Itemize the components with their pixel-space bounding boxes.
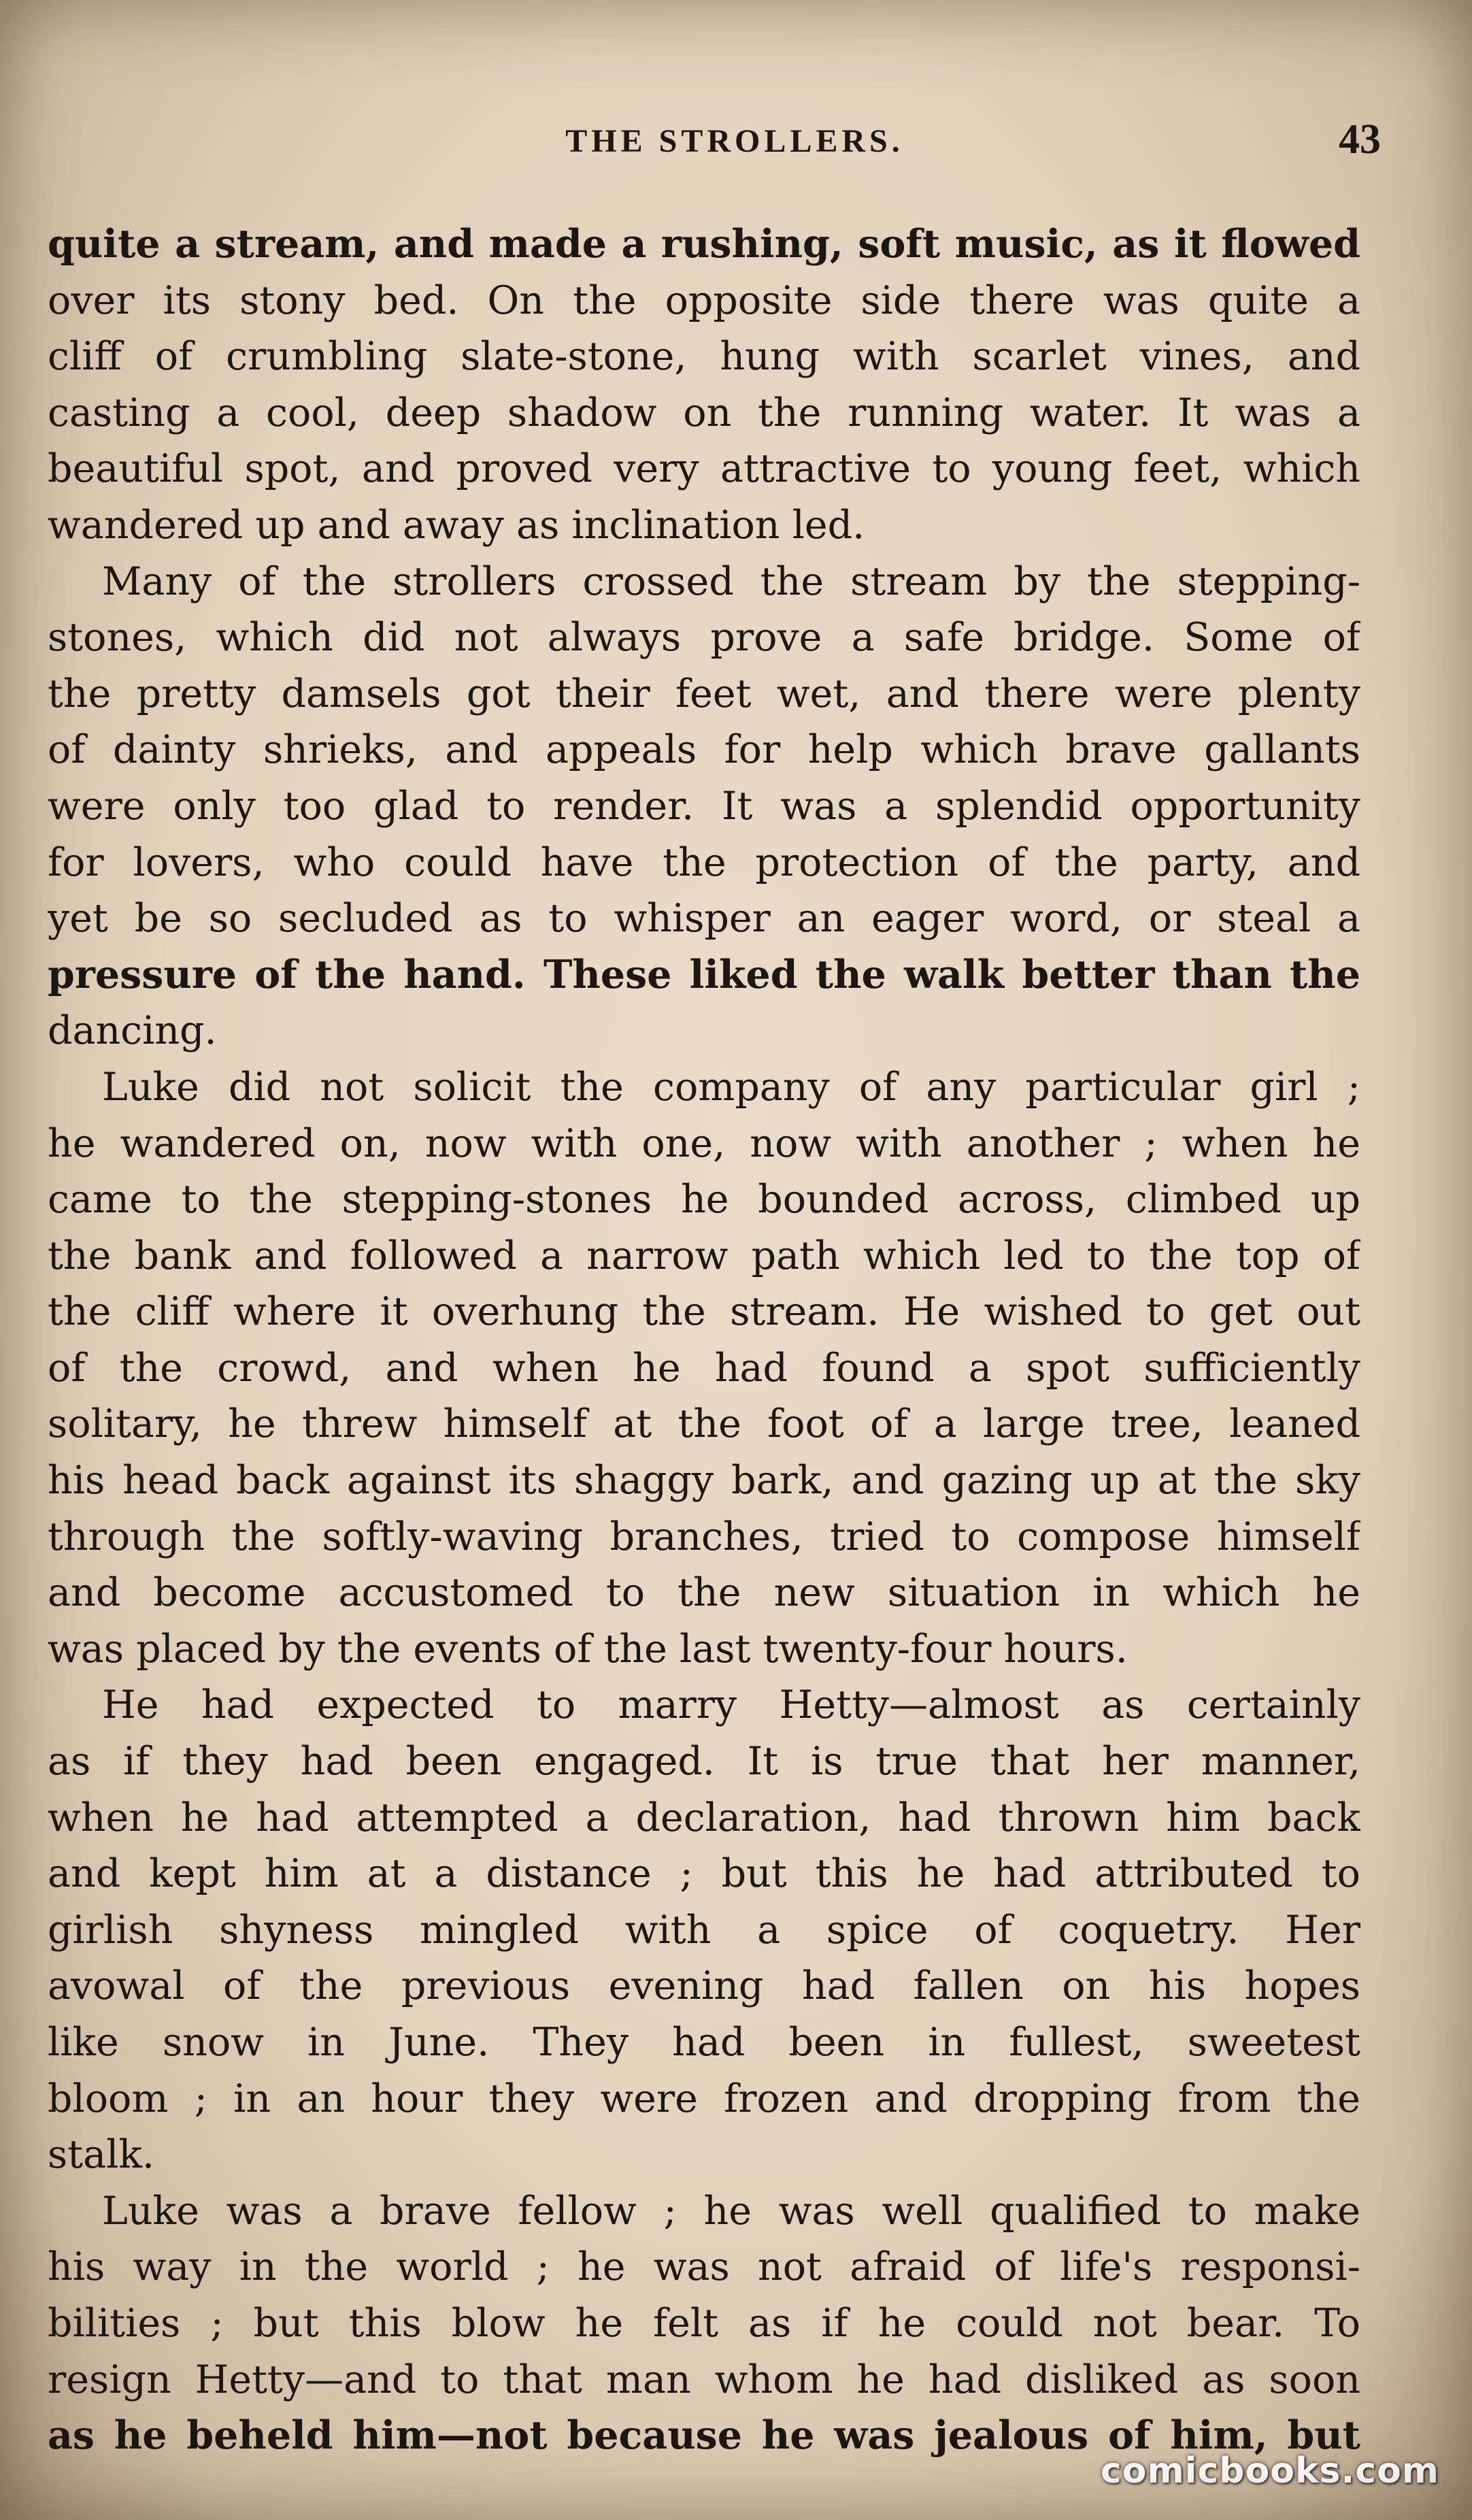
text-line: like snow in June. They had been in fullest, sweetest xyxy=(48,2020,1360,2065)
text-line: he wandered on, now with one, now with another ; when he xyxy=(48,1121,1360,1166)
text-line: when he had attempted a declaration, had thrown him back xyxy=(48,1795,1360,1840)
text-line: stones, which did not always prove a safe bridge. Some of xyxy=(48,615,1360,661)
text-line: the bank and followed a narrow path which led to the top of xyxy=(48,1233,1360,1278)
text-line: girlish shyness mingled with a spice of coquetry. Her xyxy=(48,1907,1360,1953)
running-title: THE STROLLERS. xyxy=(565,123,904,159)
text-line: of dainty shrieks, and appeals for help which brave gallants xyxy=(48,727,1360,773)
paragraph xyxy=(48,216,1360,554)
text-line: resign Hetty—and to that man whom he had disliked as soon xyxy=(48,2357,1360,2402)
text-line: dancing. xyxy=(48,1008,217,1054)
text-line: was placed by the events of the last twenty-four hours. xyxy=(48,1626,1128,1672)
text-line: solitary, he threw himself at the foot of a large tree, leaned xyxy=(48,1402,1360,1447)
text-line: beautiful spot, and proved very attractive to young feet, which xyxy=(48,446,1360,492)
paragraph xyxy=(48,1059,1360,1678)
text-line: through the softly-waving branches, tried to compose himself xyxy=(48,1514,1360,1559)
page-header xyxy=(48,116,1422,177)
text-line: and kept him at a distance ; but this he had attributed to xyxy=(48,1851,1360,1897)
text-line: the cliff where it overhung the stream. He wished to get out xyxy=(48,1289,1360,1335)
text-line: He had expected to marry Hetty—almost as certainly xyxy=(102,1682,1360,1728)
watermark: comicbooks.com xyxy=(1100,2451,1439,2491)
text-line: as he beheld him—not because he was jealous of him, but xyxy=(48,2413,1360,2459)
page-number: 43 xyxy=(1339,116,1381,163)
text-line: as if they had been engaged. It is true that her manner, xyxy=(48,1739,1360,1785)
paragraph xyxy=(48,554,1360,1059)
text-line: pressure of the hand. These liked the walk better than the xyxy=(48,951,1360,997)
text-line: Luke did not solicit the company of any particular girl ; xyxy=(102,1064,1360,1110)
text-line: and become accustomed to the new situation in which he xyxy=(48,1570,1360,1616)
text-line: stalk. xyxy=(48,2132,155,2178)
text-line: yet be so secluded as to whisper an eager word, or steal a xyxy=(48,896,1360,942)
text-line: casting a cool, deep shadow on the running water. It was a xyxy=(48,390,1360,435)
text-line: over its stony bed. On the opposite side there was quite a xyxy=(48,278,1360,323)
text-line: cliff of crumbling slate-stone, hung with scarlet vines, and xyxy=(48,334,1360,380)
text-line: his way in the world ; he was not afraid of life's responsi- xyxy=(48,2244,1360,2290)
body-text xyxy=(48,216,1360,2464)
text-line: quite a stream, and made a rushing, soft music, as it flowed xyxy=(48,221,1360,267)
text-line: wandered up and away as inclination led. xyxy=(48,502,865,548)
text-line: the pretty damsels got their feet wet, and there were plenty xyxy=(48,671,1360,716)
paragraph xyxy=(48,1677,1360,2183)
text-line: avowal of the previous evening had fallen on his hopes xyxy=(48,1963,1360,2009)
text-line: came to the stepping-stones he bounded across, climbed up xyxy=(48,1177,1360,1223)
text-line: Luke was a brave fellow ; he was well qualified to make xyxy=(102,2188,1360,2234)
paragraph xyxy=(48,2183,1360,2464)
text-line: bloom ; in an hour they were frozen and dropping from the xyxy=(48,2076,1360,2121)
text-line: Many of the strollers crossed the stream by the stepping- xyxy=(102,559,1360,604)
text-line: were only too glad to render. It was a splendid opportunity xyxy=(48,783,1360,829)
text-line: bilities ; but this blow he felt as if he could not bear. To xyxy=(48,2300,1360,2346)
text-line: his head back against its shaggy bark, and gazing up at the sky xyxy=(48,1458,1360,1504)
text-line: of the crowd, and when he had found a spot sufficiently xyxy=(48,1345,1360,1391)
text-line: for lovers, who could have the protection of the party, and xyxy=(48,840,1360,885)
